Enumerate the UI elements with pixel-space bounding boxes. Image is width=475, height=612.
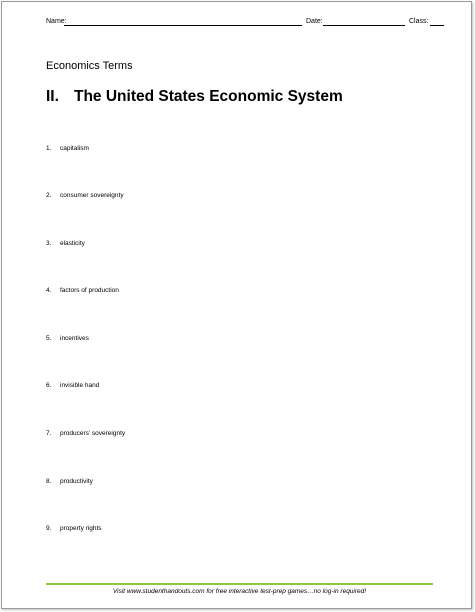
term-number: 4. — [46, 287, 52, 294]
term-item — [46, 429, 125, 439]
class-blank-line — [430, 25, 444, 26]
term-number: 3. — [46, 240, 52, 247]
term-item — [46, 191, 124, 201]
term-item — [46, 334, 89, 344]
name-label: Name: — [46, 18, 67, 25]
footer-divider — [46, 583, 433, 585]
class-label: Class: — [409, 18, 429, 25]
term-number: 7. — [46, 430, 52, 437]
term-text: productivity — [60, 478, 93, 485]
term-number: 6. — [46, 382, 52, 389]
term-text: incentives — [60, 335, 89, 342]
date-label: Date: — [306, 18, 323, 25]
term-text: consumer sovereignty — [60, 192, 124, 199]
term-text: property rights — [60, 525, 102, 532]
name-blank-line — [64, 25, 302, 26]
term-item — [46, 144, 89, 154]
date-blank-line — [323, 25, 405, 26]
student-info-header — [46, 16, 446, 28]
term-number: 1. — [46, 145, 52, 152]
term-item — [46, 524, 102, 534]
term-number: 2. — [46, 192, 52, 199]
term-item — [46, 381, 99, 391]
term-number: 5. — [46, 335, 52, 342]
term-number: 8. — [46, 478, 52, 485]
title-section-number: II. — [46, 88, 59, 105]
worksheet-page — [1, 1, 472, 609]
term-text: capitalism — [60, 145, 89, 152]
term-item — [46, 239, 85, 249]
term-item — [46, 286, 119, 296]
term-item — [46, 477, 93, 487]
term-text: factors of production — [60, 287, 119, 294]
term-text: invisible hand — [60, 382, 100, 389]
term-number: 9. — [46, 525, 52, 532]
footer-promo-text: Visit www.studenthandouts.com for free interactive test-prep games…no log-in required! — [112, 588, 367, 595]
term-text: elasticity — [60, 240, 85, 247]
worksheet-subtitle: Economics Terms — [46, 60, 133, 72]
title-text: The United States Economic System — [74, 88, 343, 105]
worksheet-title — [46, 88, 343, 106]
term-text: producers’ sovereignty — [60, 430, 126, 437]
